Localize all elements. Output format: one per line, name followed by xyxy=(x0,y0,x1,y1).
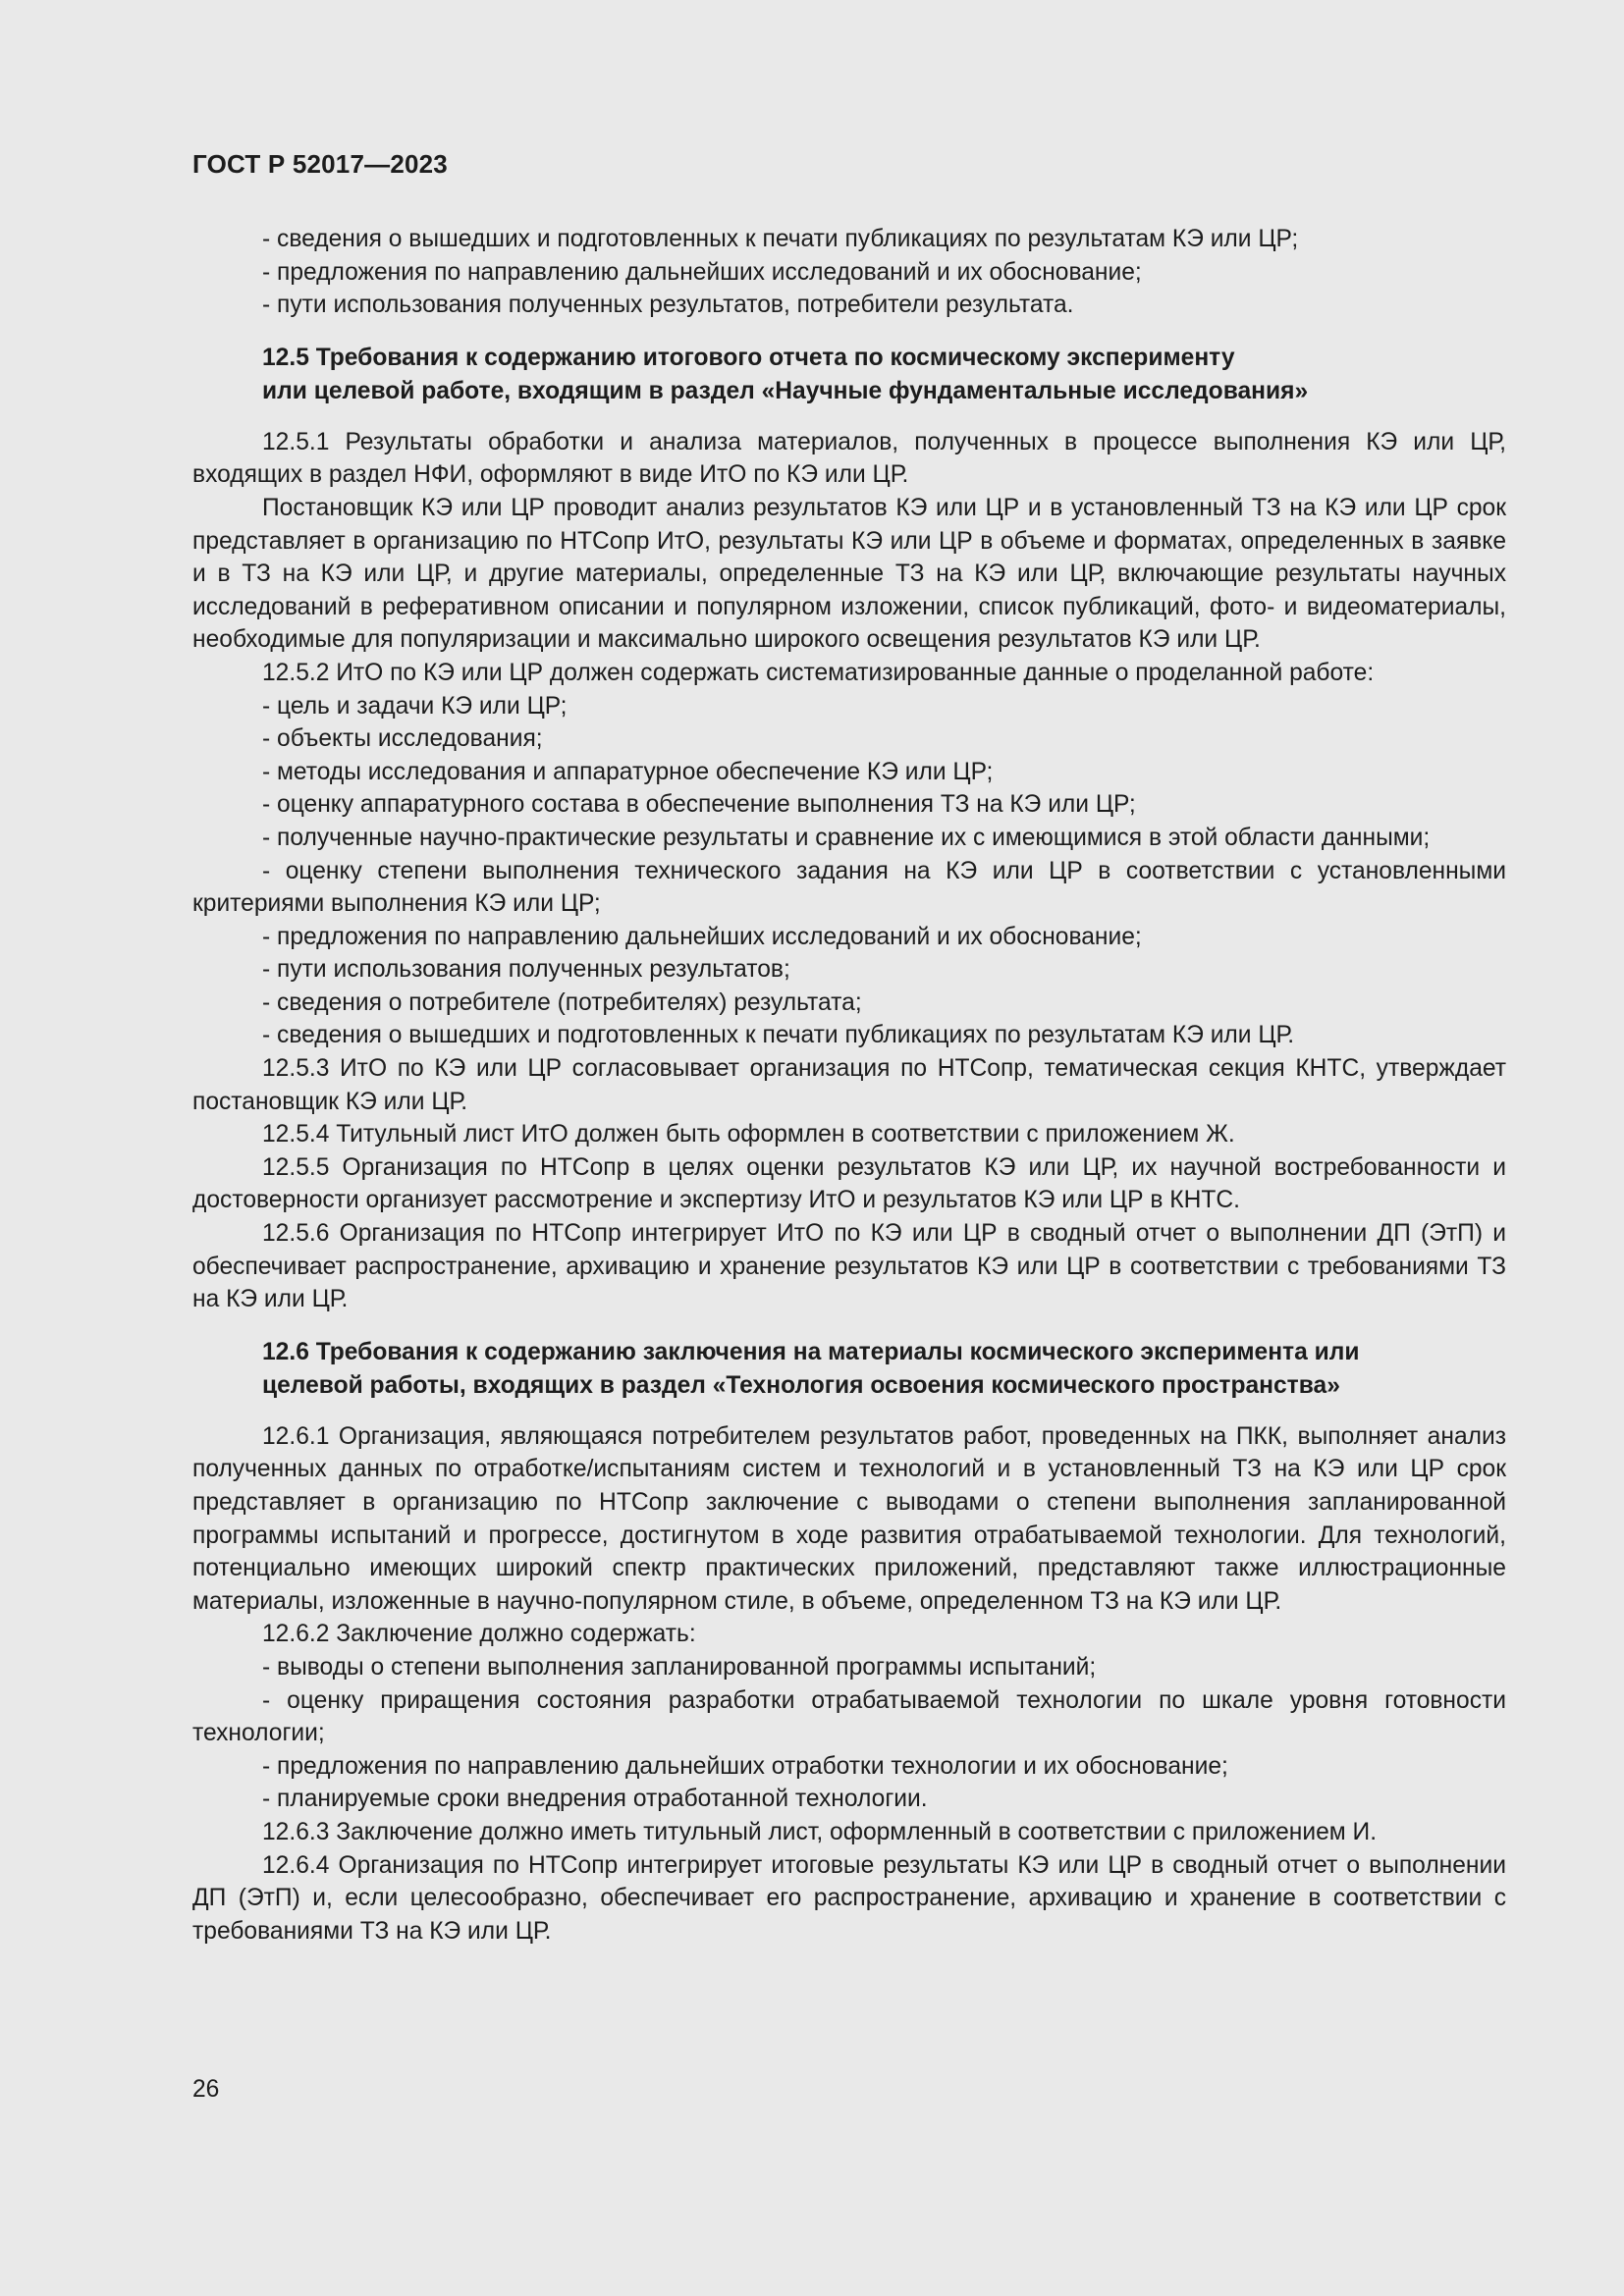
list-item: - пути использования полученных результатов, потребители результата. xyxy=(262,292,1074,319)
list-item: - сведения о вышедших и подготовленных к печати публикациях по результатам КЭ или ЦР. xyxy=(262,1022,1295,1049)
paragraph-12-5-6: 12.5.6 Организация по НТСопр интегрирует ИтО по КЭ или ЦР в сводный отчет о выполнении ДП (ЭтП) и обеспечивает распространение, архивацию и хранение результатов КЭ или ЦР в соответствии с требованиями ТЗ на КЭ или ЦР. xyxy=(192,1220,1506,1313)
list-item: - сведения о вышедших и подготовленных к печати публикациях по результатам КЭ или ЦР; xyxy=(262,226,1299,252)
intro-list xyxy=(192,223,1506,322)
paragraph-12-5-2: 12.5.2 ИтО по КЭ или ЦР должен содержать систематизированные данные о проделанной работе: xyxy=(262,659,1375,686)
list-item: - методы исследования и аппаратурное обеспечение КЭ или ЦР; xyxy=(262,758,994,785)
section-heading-line: 12.6 Требования к содержанию заключения на материалы космического эксперимента или xyxy=(262,1338,1360,1365)
paragraph-12-5-1: 12.5.1 Результаты обработки и анализа материалов, полученных в процессе выполнения КЭ или ЦР, входящих в раздел НФИ, оформляют в виде ИтО по КЭ или ЦР. xyxy=(192,428,1506,489)
document-code-header: ГОСТ Р 52017—2023 xyxy=(192,149,448,179)
paragraph-12-6-1: 12.6.1 Организация, являющаяся потребителем результатов работ, проведенных на ПКК, выполняет анализ полученных данных по отработке/испытаниям систем и технологий и в установленный ТЗ на КЭ или ЦР срок представляет в организацию по НТСопр заключение с выводами о степени выполнения запланированной программы испытаний и прогрессе, достигнутом в ходе развития отрабатываемой технологии. Для технологий, потенциально имеющих широкий спектр практических приложений, представляют также иллюстрационные материалы, изложенные в научно-популярном стиле, в объеме, определенном ТЗ на КЭ или ЦР. xyxy=(192,1422,1506,1615)
section-heading-line: 12.5 Требования к содержанию итогового отчета по космическому эксперименту xyxy=(262,344,1235,371)
list-item: - предложения по направлению дальнейших исследований и их обоснование; xyxy=(262,923,1142,950)
paragraph-12-5-4: 12.5.4 Титульный лист ИтО должен быть оформлен в соответствии с приложением Ж. xyxy=(262,1121,1235,1148)
paragraph-12-6-3: 12.6.3 Заключение должно иметь титульный лист, оформленный в соответствии с приложением И. xyxy=(262,1818,1378,1845)
list-item: - выводы о степени выполнения запланированной программы испытаний; xyxy=(262,1653,1097,1681)
section-heading-line: или целевой работе, входящим в раздел «Научные фундаментальные исследования» xyxy=(262,377,1309,404)
section-heading-line: целевой работы, входящих в раздел «Технология освоения космического пространства» xyxy=(262,1371,1340,1399)
list-item: - оценку степени выполнения технического задания на КЭ или ЦР в соответствии с установленными критериями выполнения КЭ или ЦР; xyxy=(192,857,1506,918)
paragraph-12-6-2: 12.6.2 Заключение должно содержать: xyxy=(262,1621,696,1648)
list-item: - полученные научно-практические результаты и сравнение их с имеющимися в этой области данными; xyxy=(262,824,1431,851)
paragraph-12-6-4: 12.6.4 Организация по НТСопр интегрирует итоговые результаты КЭ или ЦР в сводный отчет о выполнении ДП (ЭтП) и, если целесообразно, обеспечивает его распространение, архивацию и хранение в соответствии с требованиями ТЗ на КЭ или ЦР. xyxy=(192,1851,1506,1945)
list-item: - пути использования полученных результатов; xyxy=(262,956,790,984)
paragraph-12-5-3: 12.5.3 ИтО по КЭ или ЦР согласовывает организация по НТСопр, тематическая секция КНТС, утверждает постановщик КЭ или ЦР. xyxy=(192,1055,1506,1115)
list-item: - сведения о потребителе (потребителях) результата; xyxy=(262,988,862,1016)
page-number: 26 xyxy=(192,2076,220,2103)
paragraph-12-5-5: 12.5.5 Организация по НТСопр в целях оценки результатов КЭ или ЦР, их научной востребованности и достоверности организует рассмотрение и экспертизу ИтО и результатов КЭ или ЦР в КНТС. xyxy=(192,1153,1506,1214)
paragraph-postanovshik: Постановщик КЭ или ЦР проводит анализ результатов КЭ или ЦР и в установленный ТЗ на КЭ или ЦР срок представляет в организацию по НТСопр ИтО, результаты КЭ или ЦР в объеме и форматах, определенных в заявке и в ТЗ на КЭ или ЦР, и другие материалы, определенные ТЗ на КЭ или ЦР, включающие результаты научных исследований в реферативном описании и популярном изложении, список публикаций, фото- и видеоматериалы, необходимые для популяризации и максимально широкого освещения результатов КЭ или ЦР. xyxy=(192,494,1506,654)
section-12-5-heading xyxy=(192,342,1506,408)
list-item: - оценку приращения состояния разработки отрабатываемой технологии по шкале уровня готовности технологии; xyxy=(192,1686,1506,1747)
document-body xyxy=(192,223,1506,1948)
list-item: - предложения по направлению дальнейших исследований и их обоснование; xyxy=(262,258,1142,286)
list-item: - планируемые сроки внедрения отработанной технологии. xyxy=(262,1786,928,1813)
list-item: - предложения по направлению дальнейших отработки технологии и их обоснование; xyxy=(262,1752,1228,1780)
section-12-6-heading xyxy=(192,1336,1506,1403)
section-12-6-body xyxy=(192,1420,1506,1949)
list-item: - цель и задачи КЭ или ЦР; xyxy=(262,692,568,720)
list-item: - объекты исследования; xyxy=(262,725,543,753)
list-item: - оценку аппаратурного состава в обеспечение выполнения ТЗ на КЭ или ЦР; xyxy=(262,791,1136,819)
section-12-5-body xyxy=(192,426,1506,1316)
